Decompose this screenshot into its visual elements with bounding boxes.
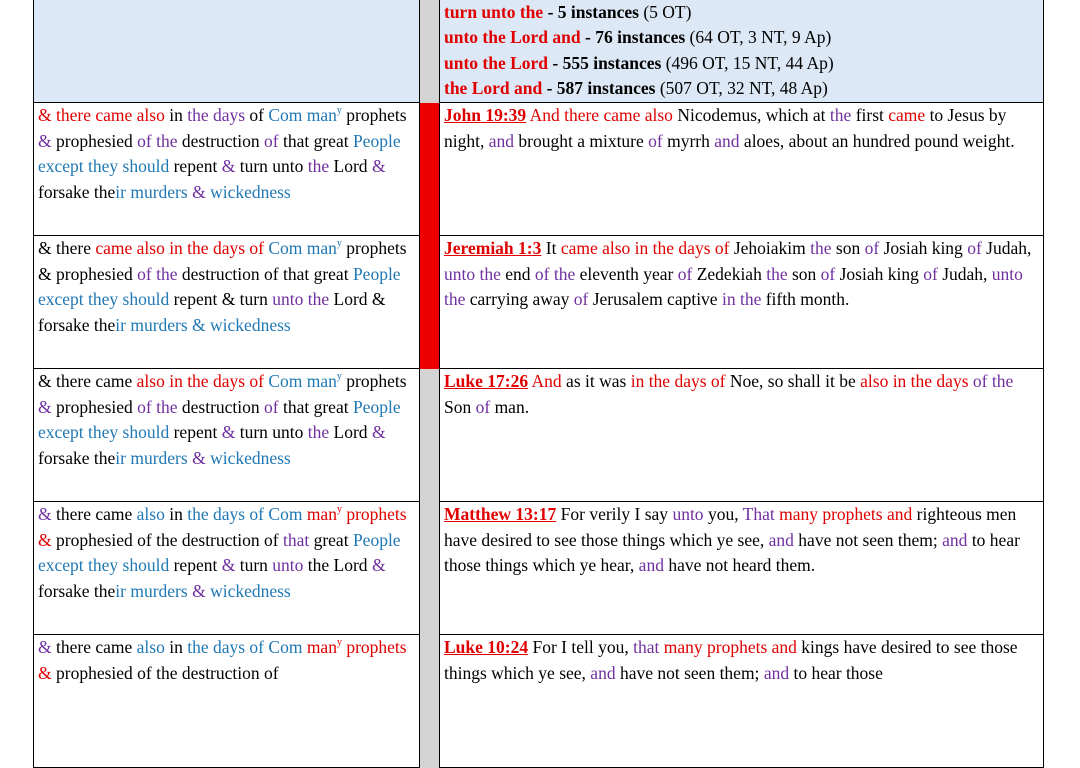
text-run: the (766, 263, 788, 284)
table-row (34, 635, 1044, 768)
text-run: For I tell you, (528, 637, 634, 657)
text-run: that great (282, 130, 353, 151)
text-run: prophesied of the destruction of (56, 529, 283, 550)
verse-reference: Matthew 13:17 (444, 504, 557, 524)
text-run: unto the Lord and (444, 27, 581, 48)
text-run: turn unto the (444, 1, 544, 22)
text-run: repent (173, 555, 222, 576)
instance-counts (444, 0, 1039, 102)
text-run: of the (534, 263, 576, 284)
text-run: kings have desired to see those things which ye see, (444, 637, 1018, 683)
verse-reference: Luke 10:24 (444, 637, 529, 657)
text-run: brought a mixture (514, 130, 649, 151)
text-run: destruction (177, 130, 265, 151)
text-run: (496 OT, 15 NT, 44 Ap) (661, 52, 834, 73)
text-run: also in the days (860, 371, 969, 391)
text-run: of (923, 263, 938, 284)
verse-cell (440, 369, 1044, 502)
text-run: It (541, 238, 561, 258)
text-run: in (169, 504, 188, 524)
text-run: except they should (38, 156, 174, 177)
text-run: end (500, 263, 535, 284)
text-run: (5 OT) (638, 1, 692, 22)
text-run: (507 OT, 32 NT, 48 Ap) (655, 78, 828, 99)
source-text-cell (34, 369, 420, 502)
text-run: fifth month. (761, 289, 850, 310)
text-run: y (336, 371, 342, 382)
text-run: - 587 instances (542, 78, 656, 99)
source-text-cell (34, 635, 420, 768)
text-run: Josiah king (879, 238, 968, 258)
text-run: of the (137, 130, 178, 151)
text-run: & (38, 130, 56, 151)
text-run: - 76 instances (580, 27, 686, 48)
text-run: That (742, 504, 775, 524)
text-run: repent (173, 422, 222, 443)
text-run: as it was (561, 371, 631, 391)
text-run: Noe, so shall it be (725, 371, 861, 391)
text-run: and (638, 555, 664, 576)
text-run: unto (672, 504, 704, 524)
text-run: & there (38, 238, 96, 258)
text-run: many prophets and (659, 637, 797, 657)
text-run: & (187, 447, 211, 468)
text-run: aloes, about an hundred pound weight. (739, 130, 1015, 151)
text-run: turn (235, 555, 273, 576)
text-run: & (371, 422, 386, 443)
text-run: ir murders (115, 181, 188, 202)
verse-cell (440, 502, 1044, 635)
text-run: to hear those things which ye hear, (444, 529, 1020, 576)
text-run: turn unto (235, 422, 308, 443)
text-run: prophesied (56, 130, 138, 151)
text-run: And there came also (526, 105, 673, 125)
verse-cell (440, 635, 1044, 768)
text-run: of (820, 263, 836, 284)
text-run: the Lord (307, 555, 372, 576)
text-run: in the days of (630, 371, 726, 391)
text-run: ir murders (115, 580, 188, 601)
instance-count-line (444, 76, 1039, 102)
text-run: man (306, 637, 337, 657)
text-run: have not seen them; (615, 662, 764, 683)
divider-bar (420, 103, 440, 236)
text-run: the days (187, 105, 246, 125)
source-text-cell (34, 103, 420, 236)
text-run: of (864, 238, 880, 258)
text-run: of (967, 238, 982, 258)
text-run: Josiah king (835, 263, 924, 284)
text-run: unto the (272, 289, 330, 310)
text-run: & (38, 662, 56, 683)
text-run: ir murders & wickedness (115, 314, 291, 335)
header-right-cell (440, 0, 1044, 103)
verse-cell (440, 103, 1044, 236)
text-run: & (371, 555, 386, 576)
text-run: turn unto (235, 156, 308, 177)
text-run: son (831, 238, 865, 258)
table-row (34, 103, 1044, 236)
text-run: prophets (341, 371, 407, 391)
text-run: (64 OT, 3 NT, 9 Ap) (685, 27, 832, 48)
text-run: came also in the days of (95, 238, 264, 258)
text-run: prophesied of the destruction of (56, 662, 279, 683)
text-run: in the (721, 289, 762, 310)
text-run: People (352, 263, 401, 284)
text-run: unto the Lord (444, 52, 549, 73)
text-run: Judah, (937, 263, 992, 284)
text-run: forsake the (38, 580, 116, 601)
text-run: and (590, 662, 616, 683)
text-run: of (573, 289, 589, 310)
text-run: came (888, 105, 926, 125)
text-run: Zedekiah (692, 263, 767, 284)
text-run: Jerusalem captive (588, 289, 722, 310)
text-run: wickedness (210, 447, 291, 468)
text-run: of (245, 105, 269, 125)
text-run: to Jesus by night, (444, 105, 1007, 151)
text-run: also (136, 504, 170, 524)
text-run: Com (268, 637, 307, 657)
text-run: repent (173, 156, 222, 177)
text-run: of (648, 130, 663, 151)
text-run: except they should (38, 422, 174, 443)
text-run: & there came also (38, 105, 165, 125)
text-run: you, (703, 504, 743, 524)
text-run: wickedness (210, 580, 291, 601)
text-run: People (352, 529, 401, 550)
text-run: & (38, 504, 56, 524)
text-run: prophets (341, 637, 407, 657)
text-run: in (164, 105, 188, 125)
text-run: the days of (187, 637, 269, 657)
text-run: except they should (38, 289, 174, 310)
text-run: first (851, 105, 889, 125)
text-run: destruction (177, 396, 265, 417)
text-run: the (307, 156, 330, 177)
text-run: Son (444, 396, 476, 417)
text-run: & (221, 555, 236, 576)
text-run: that (633, 637, 660, 657)
text-run: Lord (329, 156, 372, 177)
text-run: of the (137, 263, 178, 284)
text-run: and (763, 662, 790, 683)
table-row (34, 369, 1044, 502)
verse-cell (440, 236, 1044, 369)
text-run: of (264, 396, 283, 417)
text-run: ir murders (115, 447, 188, 468)
text-run: righteous men have desired to see those things which ye see, (444, 504, 1017, 550)
text-run: Jehoiakim (729, 238, 811, 258)
text-run: that great (282, 263, 353, 284)
text-run: Judah, (981, 238, 1032, 258)
text-run: the Lord and (444, 78, 543, 99)
text-run: have not heard them. (663, 555, 816, 576)
text-run: & (371, 156, 386, 177)
text-run: unto the (444, 263, 501, 284)
source-text-cell (34, 502, 420, 635)
text-run: destruction of (177, 263, 283, 284)
text-run: & (187, 580, 211, 601)
text-run: & (38, 529, 56, 550)
text-run: there came (56, 637, 137, 657)
text-run: son (787, 263, 821, 284)
text-run: and (942, 529, 968, 550)
text-run: y (336, 105, 342, 116)
text-run: unto (272, 555, 308, 576)
text-run: great (313, 529, 353, 550)
text-run: wickedness (210, 181, 291, 202)
text-run: of (475, 396, 491, 417)
text-run: & (38, 637, 56, 657)
text-run: many prophets and (774, 504, 913, 524)
text-run: the days of (187, 504, 269, 524)
text-run: of the (968, 371, 1014, 391)
text-run: the (810, 238, 832, 258)
text-run: y (336, 238, 342, 249)
text-run: of the (137, 396, 178, 417)
comparison-table (33, 0, 1044, 768)
text-run: the (307, 422, 330, 443)
divider-bar (420, 502, 440, 635)
text-run: & (221, 156, 236, 177)
text-run: and (768, 529, 794, 550)
verse-reference: John 19:39 (444, 105, 527, 125)
text-run: that great (282, 396, 353, 417)
text-run: prophets (341, 105, 407, 125)
divider-bar (420, 0, 440, 103)
text-run: & there came (38, 371, 137, 391)
text-run: Nicodemus, which at (672, 105, 830, 125)
text-run: of (677, 263, 693, 284)
text-run: also (136, 637, 170, 657)
text-run: and (714, 130, 740, 151)
text-run: & (38, 396, 56, 417)
text-run: Com (268, 504, 307, 524)
text-run: People (352, 130, 401, 151)
text-run: repent & turn (173, 289, 273, 310)
text-run: there came (56, 504, 137, 524)
text-run: People (352, 396, 401, 417)
text-run: Lord (329, 422, 372, 443)
text-run: of (264, 130, 283, 151)
text-run: the (829, 105, 852, 125)
text-run: & (221, 422, 236, 443)
text-run: in (169, 637, 188, 657)
text-run: - 555 instances (548, 52, 662, 73)
text-run: And (528, 371, 562, 391)
text-run: myrrh (662, 130, 715, 151)
text-run: - 5 instances (543, 1, 639, 22)
divider-bar (420, 236, 440, 369)
instance-count-line (444, 0, 1039, 25)
text-run: carrying away (465, 289, 574, 310)
text-run: have not seen them; (793, 529, 943, 550)
text-run: also in the days of (136, 371, 264, 391)
text-run: Com man (268, 105, 337, 125)
text-run: y (336, 504, 342, 515)
text-run: came also in the days of (560, 238, 730, 258)
text-run: prophets (341, 504, 407, 524)
text-run: y (336, 637, 342, 648)
header-row (34, 0, 1044, 103)
text-run: unto the (444, 263, 1023, 310)
header-left-cell (34, 0, 420, 103)
verse-reference: Jeremiah 1:3 (444, 238, 542, 258)
source-text-cell (34, 236, 420, 369)
text-run: Com man (263, 371, 337, 391)
text-run: Com man (263, 238, 337, 258)
text-run: & (187, 181, 211, 202)
text-run: Lord & forsake the (38, 289, 386, 335)
table-row (34, 236, 1044, 369)
text-run: that (282, 529, 314, 550)
text-run: eleventh year (575, 263, 678, 284)
text-run: man (306, 504, 337, 524)
instance-count-line (444, 51, 1039, 77)
text-run: prophesied (56, 396, 138, 417)
verse-reference: Luke 17:26 (444, 371, 529, 391)
instance-count-line (444, 25, 1039, 51)
table-row (34, 502, 1044, 635)
text-run: forsake the (38, 447, 116, 468)
text-run: For verily I say (556, 504, 673, 524)
text-run: prophets & prophesied (38, 238, 407, 284)
divider-bar (420, 369, 440, 502)
text-run: and (488, 130, 515, 151)
text-run: except they should (38, 555, 174, 576)
text-run: forsake the (38, 181, 116, 202)
divider-bar (420, 635, 440, 768)
text-run: man. (490, 396, 530, 417)
text-run: to hear those (789, 662, 883, 683)
